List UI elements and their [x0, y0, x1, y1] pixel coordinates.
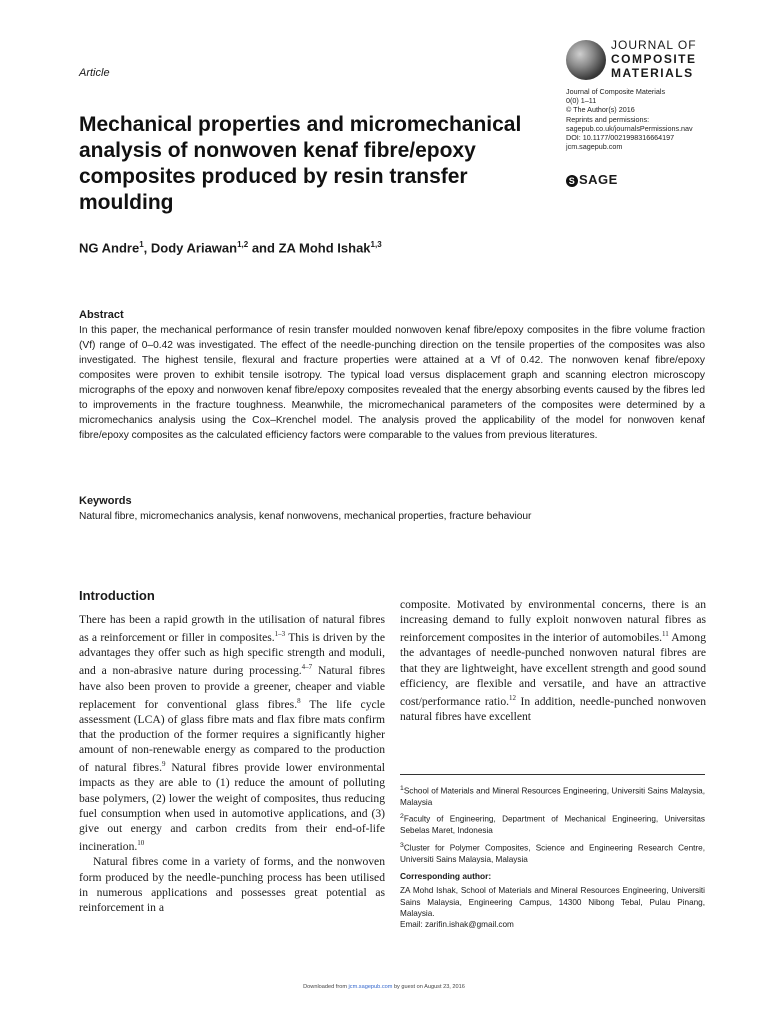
sage-s-icon: S: [566, 175, 578, 187]
author-name: NG Andre: [79, 240, 140, 256]
affiliation-text: School of Materials and Mineral Resources Engineering, Universiti Sains Malaysia, Malaysia: [400, 786, 705, 808]
footer-link[interactable]: jcm.sagepub.com: [348, 984, 393, 990]
meta-journal: Journal of Composite Materials: [566, 87, 666, 96]
author-list: [79, 240, 382, 255]
meta-journal-url[interactable]: jcm.sagepub.com: [566, 142, 623, 152]
text-run: The life cycle assessment (LCA) of glass fibre mats and flax fibre mats confirm that the production of the former requires a significantly higher amount of non-renewable energy as compared to the production of natural fibres.: [79, 697, 386, 775]
meta-volume: 0(0) 1–11: [566, 96, 597, 106]
meta-reprints: Reprints and permissions:: [566, 114, 650, 124]
citation-ref[interactable]: 1–3: [274, 630, 286, 639]
affiliations-block: [400, 783, 705, 930]
body-column-left: [79, 612, 385, 915]
logo-line-3: MATERIALS: [611, 66, 694, 80]
text-run: In addition, needle-punched nonwoven natural fibres have excellent: [400, 694, 706, 724]
paragraph: Natural fibres come in a variety of forms, and the nonwoven form produced by the needle-punching process has been utilised in numerous applications and possesses great potential as reinforcement in a: [79, 855, 385, 914]
logo-line-1: JOURNAL OF: [611, 38, 697, 52]
corresponding-author-email: [400, 919, 705, 930]
text-run: composite. Motivated by environmental concerns, there is an increasing demand to fully exploit nonwoven natural fibres as reinforcement composites in the interior of automobiles.: [400, 598, 706, 645]
paragraph: [400, 597, 706, 724]
abstract-heading: Abstract: [79, 309, 124, 321]
corresponding-author-text: ZA Mohd Ishak, School of Materials and Mineral Resources Engineering, Universiti Sains Malaysia, Engineering Campus, 14300 Nibong Tebal, Pulau Pinang, Malaysia.: [400, 886, 705, 918]
author-affiliation-ref: 1,2: [237, 240, 249, 249]
abstract-text: In this paper, the mechanical performance of resin transfer moulded nonwoven kenaf fibre/epoxy composites in the fibre volume fraction (Vf) range of 0–0.42 was investigated. The effect of the needle-punching direction on the tensile properties of the composites was also investigated. The highest tensile, flexural and fracture properties were attained at a Vf of 0.42. The nonwoven kenaf fibre/epoxy composites were proven to exhibit tensile isotropy. The typical load versus displacement graph and scanning electron microscopy micrographs of the epoxy and nonwoven kenaf fibre/epoxy composites revealed that the energy absorbing events caused by the fibres led to improvements in the fracture toughness. Meanwhile, the micromechanical parameters of the composites were determined by a micromechanics analysis using the Cox–Krenchel model. The analysis proved the applicability of the model for nonwoven kenaf fibre/epoxy composites as the calculated efficiency factors were comparable to the values from previous literatures.: [79, 325, 705, 441]
email-link[interactable]: zarifin.ishak@gmail.com: [425, 920, 514, 930]
text-run: Among the advantages of needle-punched nonwoven natural fibres are that they are lightweight, have excellent strength and good sound efficiency, are flexible and versatile, and have an attractive cost/performance ratio.: [400, 631, 706, 708]
affiliation-item: [400, 783, 705, 808]
publisher-logo: [566, 172, 618, 187]
citation-ref[interactable]: 9: [161, 760, 166, 769]
citation-ref[interactable]: 4–7: [301, 663, 313, 672]
footnote-divider: [400, 774, 705, 775]
body-column-right: [400, 597, 706, 724]
affiliation-text: Faculty of Engineering, Department of Mechanical Engineering, Universitas Sebelas Maret, Indonesia: [400, 815, 705, 836]
citation-ref[interactable]: 11: [662, 630, 669, 639]
text-run: Natural fibres have also been proven to provide a greener, cheaper and viable replacement for conventional glass fibres.: [79, 664, 385, 711]
author-affiliation-ref: 1: [139, 240, 144, 249]
keywords-heading: Keywords: [79, 495, 132, 507]
affiliation-item: [400, 840, 705, 865]
author-separator: ,: [143, 240, 151, 256]
meta-permissions-link[interactable]: sagepub.co.uk/journalsPermissions.nav: [566, 123, 693, 133]
affiliation-number: 3: [400, 841, 404, 849]
citation-ref[interactable]: 12: [509, 694, 517, 703]
introduction-heading: Introduction: [79, 588, 155, 603]
affiliation-item: [400, 811, 705, 836]
paper-title: Mechanical properties and micromechanical analysis of nonwoven kenaf fibre/epoxy composites produced by resin transfer moulding: [79, 113, 522, 214]
affiliation-number: 2: [400, 813, 404, 821]
journal-logo-icon: [566, 40, 606, 80]
affiliation-text: Cluster for Polymer Composites, Science and Engineering Research Centre, Universiti Sains Malaysia, Malaysia: [400, 843, 705, 864]
publisher-name: SAGE: [579, 172, 618, 187]
author-name: ZA Mohd Ishak: [278, 240, 371, 256]
text-run: This is driven by the advantages they offer such as high specific strength and moduli, and a non-abrasive nature during processing.: [79, 631, 385, 678]
journal-logo-text: [611, 38, 697, 80]
corresponding-author-heading: Corresponding author:: [400, 870, 492, 881]
affiliation-number: 1: [400, 785, 404, 792]
citation-ref[interactable]: 10: [137, 839, 145, 848]
footer-prefix: Downloaded from: [303, 984, 349, 990]
keywords-text: Natural fibre, micromechanics analysis, kenaf nonwovens, mechanical properties, fracture behaviour: [79, 511, 532, 522]
footer-suffix: by guest on August 23, 2016: [392, 984, 465, 990]
citation-ref[interactable]: 8: [297, 696, 301, 705]
meta-copyright: © The Author(s) 2016: [566, 105, 635, 115]
download-footer: [0, 984, 768, 990]
text-run: There has been a rapid growth in the utilisation of natural fibres as a reinforcement or filler in composites.: [79, 613, 385, 645]
author-affiliation-ref: 1,3: [370, 240, 382, 249]
paragraph: [79, 612, 385, 854]
journal-meta: [566, 87, 766, 151]
article-type-label: Article: [79, 67, 110, 79]
meta-doi[interactable]: DOI: 10.1177/0021998316664197: [566, 133, 675, 143]
author-separator: and: [248, 240, 279, 256]
author-name: Dody Ariawan: [150, 240, 238, 256]
logo-line-2: COMPOSITE: [611, 52, 697, 66]
text-run: Natural fibres provide lower environmental impacts as they are able to (1) reduce the amount of polluting base polymers, (2) lower the weight of composites, thus reducing fuel consumption when used in automotive applications, and (3) give out energy and carbon credits from their end-of-life incineration.: [79, 761, 385, 854]
email-label: Email:: [400, 920, 426, 930]
